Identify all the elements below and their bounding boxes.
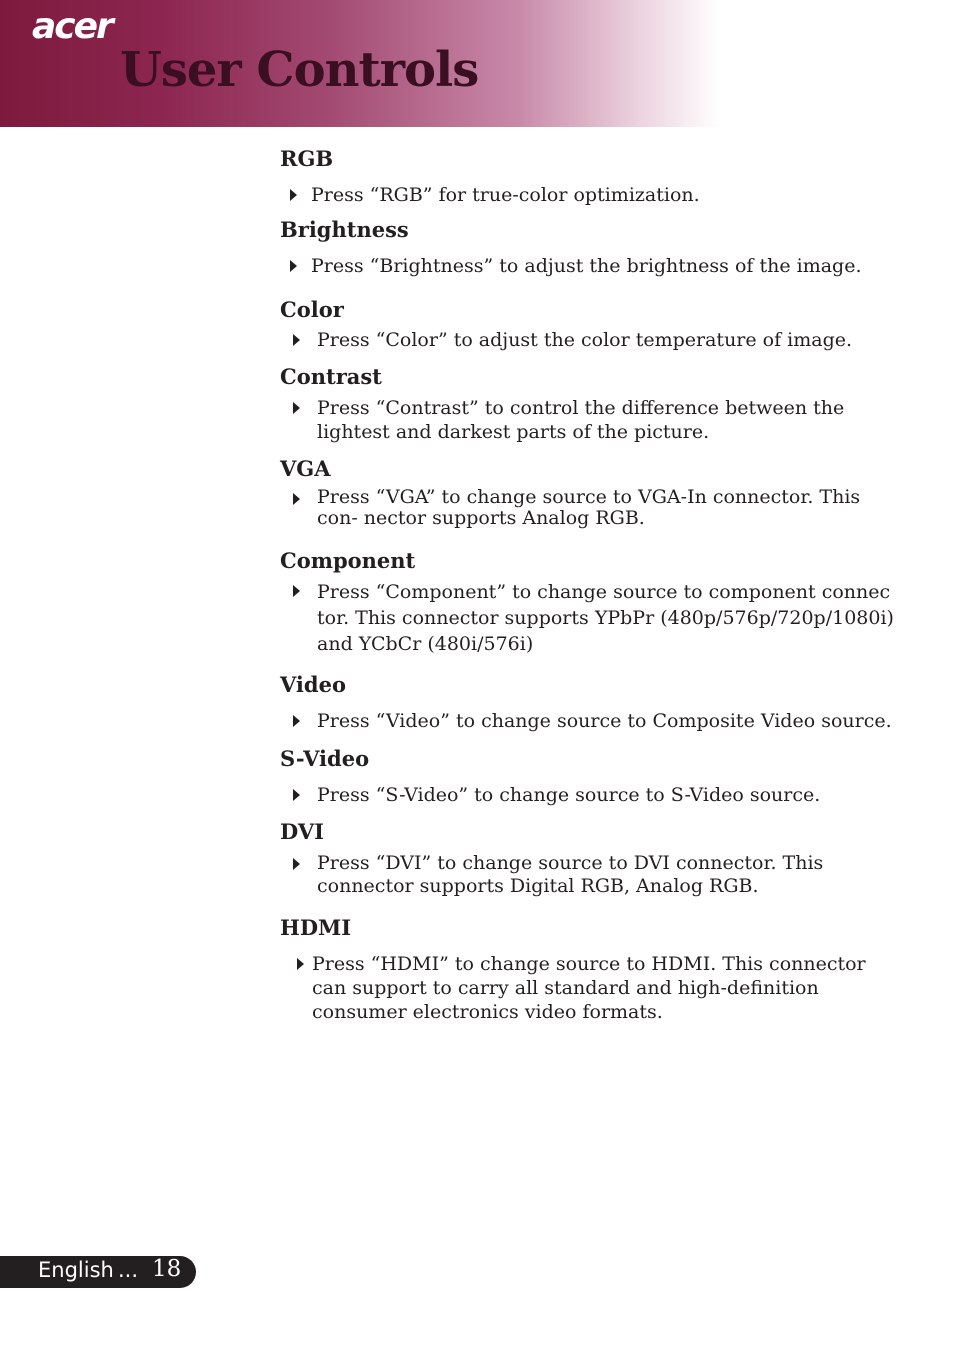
bullet-item — [280, 852, 900, 898]
section-heading: VGA — [280, 456, 331, 481]
section-heading: HDMI — [280, 915, 352, 940]
bullet-item — [280, 709, 900, 733]
bullet-item — [280, 396, 900, 444]
bullet-item — [280, 783, 900, 807]
section-heading: Color — [280, 297, 344, 322]
section-vga — [280, 456, 900, 529]
bullet-arrow-icon — [290, 189, 297, 201]
section-dvi — [280, 819, 900, 898]
bullet-arrow-icon — [293, 585, 300, 597]
section-contrast — [280, 364, 900, 444]
bullet-text: Press “Component” to change source to component connec tor. This connector supports YPbPr (480p/576p/720p/1080i) and YCbCr (480i/576i) — [317, 581, 894, 655]
bullet-text: Press “Video” to change source to Composite Video source. — [317, 710, 892, 732]
bullet-arrow-icon — [293, 402, 300, 414]
bullet-arrow-icon — [290, 260, 297, 272]
section-heading: DVI — [280, 819, 324, 844]
bullet-text: Press “S-Video” to change source to S-Video source. — [317, 784, 821, 806]
bullet-arrow-icon — [293, 334, 300, 346]
section-video — [280, 672, 900, 733]
bullet-item — [280, 328, 900, 352]
bullet-item — [280, 579, 900, 657]
bullet-text: Press “HDMI” to change source to HDMI. This connector can support to carry all standard and high-definition consumer electronics video formats. — [312, 953, 866, 1023]
bullet-text: Press “Contrast” to control the difference between the lightest and darkest parts of the picture. — [317, 397, 845, 443]
section-heading: Brightness — [280, 217, 409, 242]
bullet-arrow-icon — [293, 715, 300, 727]
bullet-arrow-icon — [293, 789, 300, 801]
bullet-item — [280, 952, 872, 1024]
section-heading: Contrast — [280, 364, 382, 389]
bullet-text: Press “Color” to adjust the color temperature of image. — [317, 329, 853, 351]
section-heading: Video — [280, 672, 346, 697]
bullet-text: Press “Brightness” to adjust the brightness of the image. — [311, 255, 862, 277]
footer-separator: ... — [118, 1258, 139, 1282]
section-hdmi — [280, 915, 900, 1024]
section-color — [280, 297, 900, 352]
bullet-text: Press “DVI” to change source to DVI connector. This connector supports Digital RGB, Analog RGB. — [317, 852, 824, 897]
bullet-arrow-icon — [297, 958, 304, 970]
section-rgb — [280, 146, 900, 207]
section-brightness — [280, 217, 900, 278]
page-number: 18 — [152, 1256, 182, 1282]
bullet-text: Press “RGB” for true-color optimization. — [311, 184, 700, 206]
section-component — [280, 548, 900, 657]
bullet-arrow-icon — [293, 858, 300, 870]
bullet-item — [280, 254, 900, 278]
section-svideo — [280, 746, 900, 807]
page-title: User Controls — [120, 42, 479, 98]
bullet-text: Press “VGA” to change source to VGA-In connector. This con- nector supports Analog RGB. — [317, 486, 861, 529]
section-heading: RGB — [280, 146, 334, 171]
bullet-arrow-icon — [293, 493, 300, 505]
bullet-item — [280, 183, 900, 207]
section-heading: Component — [280, 548, 416, 573]
section-heading: S-Video — [280, 746, 370, 771]
footer-language: English — [38, 1258, 114, 1282]
bullet-item — [280, 487, 900, 529]
acer-logo: acer — [32, 6, 112, 47]
